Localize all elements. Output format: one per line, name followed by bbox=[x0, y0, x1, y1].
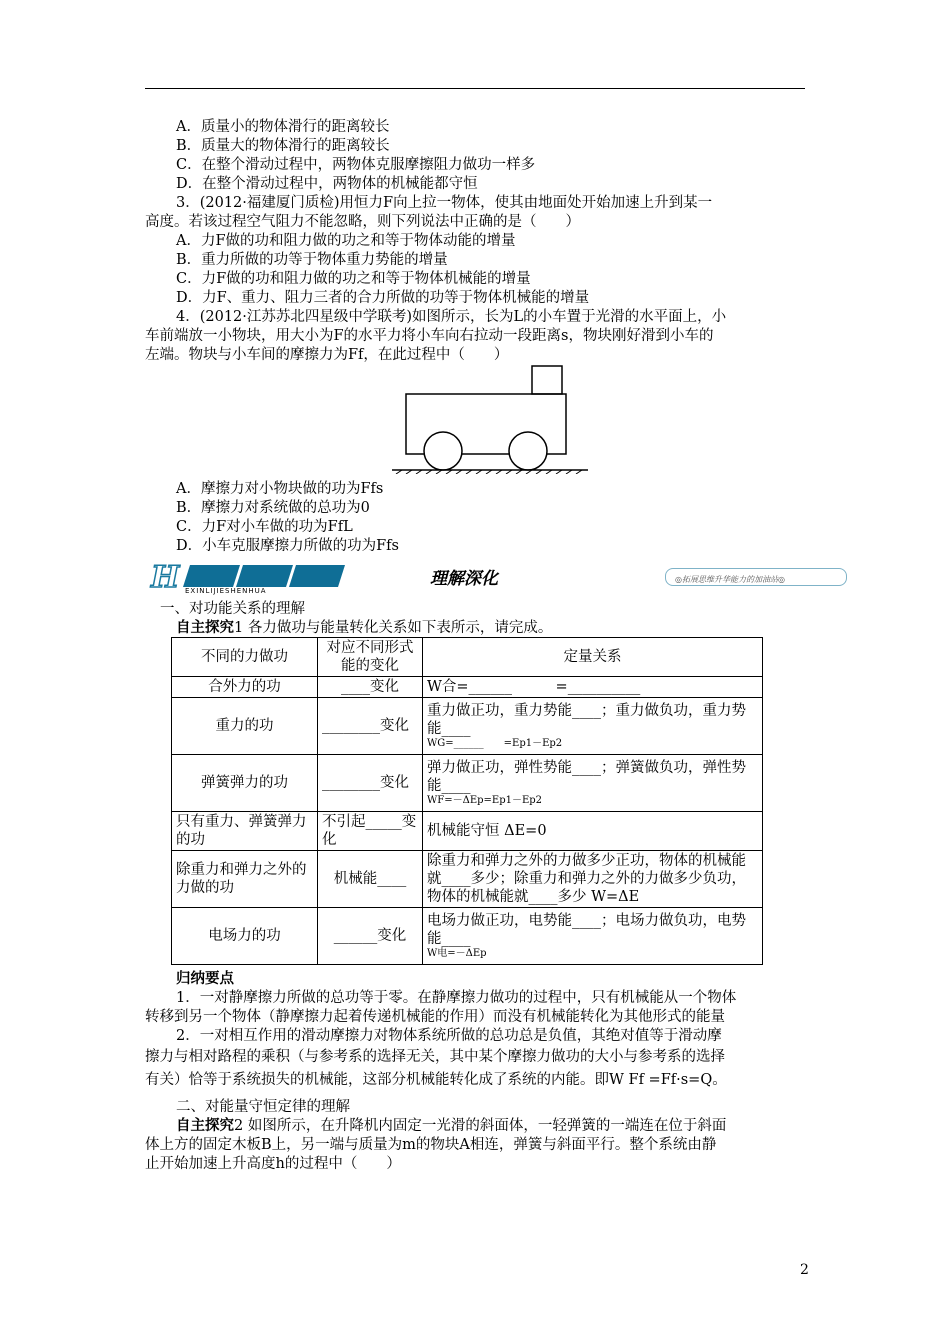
q4-option-c: C．力F对小车做的功为FfL bbox=[176, 519, 353, 535]
row1-force: 重力的功 bbox=[172, 698, 318, 755]
row5-relation bbox=[423, 908, 763, 965]
rear-wheel bbox=[424, 432, 462, 470]
row3-relation: 机械能守恒 ΔE=0 bbox=[423, 812, 763, 851]
prev-option-b: B．质量大的物体滑行的距离较长 bbox=[176, 138, 390, 154]
q3-option-b: B．重力所做的功等于物体重力势能的增量 bbox=[176, 252, 448, 268]
row2-relation bbox=[423, 755, 763, 812]
table-row bbox=[172, 755, 763, 812]
small-block bbox=[532, 366, 562, 394]
section1-heading: 一、对功能关系的理解 bbox=[160, 601, 305, 617]
banner-title: 理解深化 bbox=[430, 569, 498, 589]
q3-option-d: D．力F、重力、阻力三者的合力所做的功等于物体机械能的增量 bbox=[176, 290, 590, 306]
table-row bbox=[172, 698, 763, 755]
explore1-text: 1 各力做功与能量转化关系如下表所示，请完成。 bbox=[234, 620, 553, 636]
summary-p1-line2: 转移到另一个物体（静摩擦力起着传递机械能的作用）而没有机械能转化为其他形式的能量 bbox=[145, 1009, 725, 1025]
row0-change: ____变化 bbox=[318, 677, 423, 698]
row4-force: 除重力和弹力之外的力做的功 bbox=[172, 851, 318, 908]
row2-change: ________变化 bbox=[318, 755, 423, 812]
row2-rel1: 弹力做正功，弹性势能____；弹簧做负功，弹性势能____ bbox=[427, 760, 746, 794]
row3-force: 只有重力、弹簧弹力的功 bbox=[172, 812, 318, 851]
row0-force: 合外力的功 bbox=[172, 677, 318, 698]
prev-option-c: C．在整个滑动过程中，两物体克服摩擦阻力做功一样多 bbox=[176, 157, 536, 173]
banner-logo-icon bbox=[145, 562, 345, 590]
svg-text:H: H bbox=[151, 562, 180, 590]
row5-force: 电场力的功 bbox=[172, 908, 318, 965]
explore2-text1: 2 如图所示，在升降机内固定一光滑的斜面体，一轻弹簧的一端连在位于斜面 bbox=[234, 1118, 727, 1134]
row3-change: 不引起_____变化 bbox=[318, 812, 423, 851]
row0-relation: W合=______ =__________ bbox=[423, 677, 763, 698]
header-relation: 定量关系 bbox=[423, 638, 763, 677]
front-wheel bbox=[509, 432, 547, 470]
row1-rel1: 重力做正功，重力势能____；重力做负功，重力势能____ bbox=[427, 703, 746, 737]
q4-stem-line2: 车前端放一小物块，用大小为F的水平力将小车向右拉动一段距离s，物块刚好滑到小车的 bbox=[145, 328, 714, 344]
row1-relation bbox=[423, 698, 763, 755]
summary-title: 归纳要点 bbox=[176, 971, 234, 987]
q4-option-b: B．摩擦力对系统做的总功为0 bbox=[176, 500, 370, 516]
row4-change: 机械能____ bbox=[318, 851, 423, 908]
explore1-label: 自主探究 bbox=[176, 620, 234, 636]
q4-option-d: D．小车克服摩擦力所做的功为Ffs bbox=[176, 538, 399, 554]
prev-option-d: D．在整个滑动过程中，两物体的机械能都守恒 bbox=[176, 176, 478, 192]
header-change: 对应不同形式能的变化 bbox=[318, 638, 423, 677]
q4-stem-line1: 4．(2012·江苏苏北四星级中学联考)如图所示，长为L的小车置于光滑的水平面上，小 bbox=[176, 309, 727, 325]
header-rule bbox=[145, 88, 805, 89]
table-header-row bbox=[172, 638, 763, 677]
row1-change: ________变化 bbox=[318, 698, 423, 755]
section2-heading: 二、对能量守恒定律的理解 bbox=[176, 1099, 350, 1115]
q3-option-c: C．力F做的功和阻力做的功之和等于物体机械能的增量 bbox=[176, 271, 531, 287]
q4-stem-line3: 左端。物块与小车间的摩擦力为Ff，在此过程中（ ） bbox=[145, 347, 509, 363]
row5-rel2: W电=－ΔEp bbox=[427, 948, 487, 959]
summary-p2-line3: 有关）恰等于系统损失的机械能，这部分机械能转化成了系统的内能。即W Ff =Ff·s=Q。 bbox=[145, 1072, 727, 1088]
row5-rel1: 电场力做正功，电势能____；电场力做负功，电势能____ bbox=[427, 913, 746, 947]
explore2-label: 自主探究 bbox=[176, 1118, 234, 1134]
section-banner bbox=[145, 560, 845, 594]
prev-option-a: A．质量小的物体滑行的距离较长 bbox=[176, 119, 390, 135]
table-row bbox=[172, 908, 763, 965]
explore1-line bbox=[176, 619, 552, 638]
row2-force: 弹簧弹力的功 bbox=[172, 755, 318, 812]
explore2-line1 bbox=[176, 1117, 726, 1136]
summary-p2-line1: 2．一对相互作用的滑动摩擦力对物体系统所做的总功总是负值，其绝对值等于滑动摩 bbox=[176, 1028, 722, 1044]
cart-diagram bbox=[388, 362, 592, 474]
banner-slogan: ◎拓展思维升华能力的加油站◎ bbox=[675, 575, 785, 584]
table-row bbox=[172, 851, 763, 908]
row2-rel2: WF=－ΔEp=Ep1－Ep2 bbox=[427, 795, 543, 806]
row5-change: ______变化 bbox=[318, 908, 423, 965]
header-force: 不同的力做功 bbox=[172, 638, 318, 677]
q3-stem-line2: 高度。若该过程空气阻力不能忽略，则下列说法中正确的是（ ） bbox=[145, 214, 580, 230]
summary-p1-line1: 1．一对静摩擦力所做的总功等于零。在静摩擦力做功的过程中，只有机械能从一个物体 bbox=[176, 990, 737, 1006]
table-row bbox=[172, 677, 763, 698]
q3-option-a: A．力F做的功和阻力做的功之和等于物体动能的增量 bbox=[176, 233, 516, 249]
banner-pinyin: EXINLIJIESHENHUA bbox=[185, 587, 267, 595]
q4-option-a: A．摩擦力对小物块做的功为Ffs bbox=[176, 481, 384, 497]
explore2-line2: 体上方的固定木板B上，另一端与质量为m的物块A相连，弹簧与斜面平行。整个系统由静 bbox=[145, 1137, 717, 1153]
row4-relation: 除重力和弹力之外的力做多少正功，物体的机械能就____多少；除重力和弹力之外的力做多少负功，物体的机械能就____多少 W=ΔE bbox=[423, 851, 763, 908]
summary-p2-line2: 擦力与相对路程的乘积（与参考系的选择无关，其中某个摩擦力做功的大小与参考系的选择 bbox=[145, 1049, 725, 1065]
q3-stem-line1: 3．(2012·福建厦门质检)用恒力F向上拉一物体，使其由地面处开始加速上升到某一 bbox=[176, 195, 713, 211]
work-energy-table bbox=[171, 637, 763, 965]
table-row bbox=[172, 812, 763, 851]
explore2-line3: 止开始加速上升高度h的过程中（ ） bbox=[145, 1156, 401, 1172]
row1-rel2: WG=______ =Ep1－Ep2 bbox=[427, 738, 563, 749]
page-number: 2 bbox=[800, 1262, 809, 1278]
